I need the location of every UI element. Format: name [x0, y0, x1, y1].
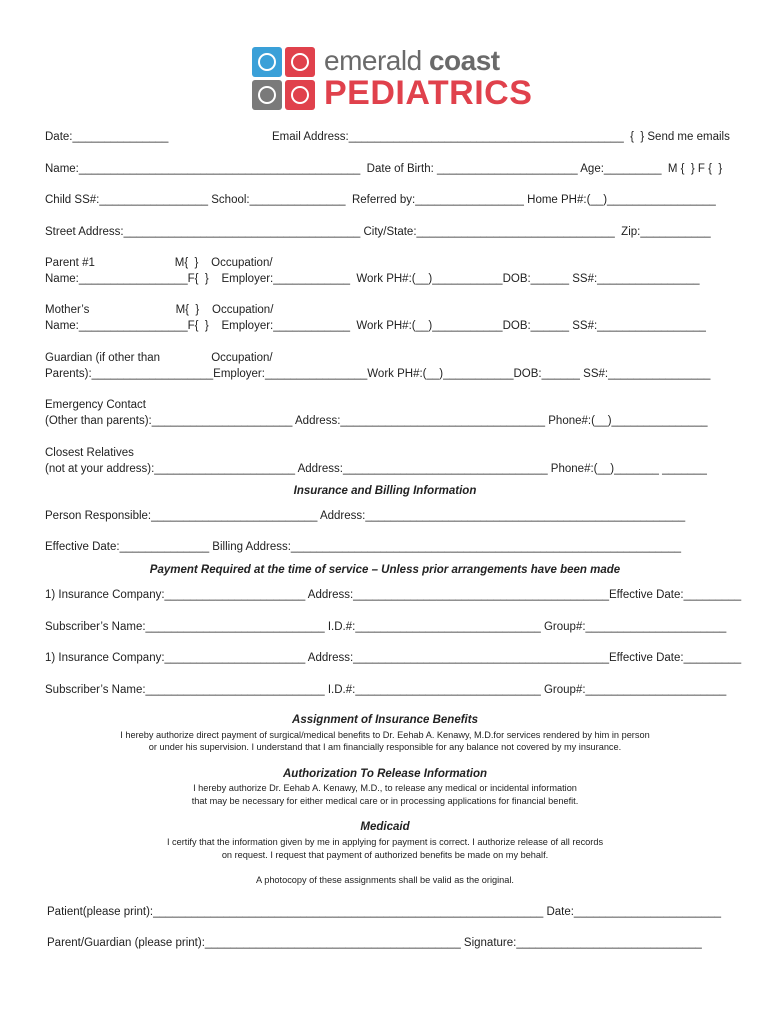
medicaid-text-1: I certify that the information given by me in applying for payment is correct. I authorize release of all records [166, 837, 604, 847]
subscriber-1-field[interactable]: Subscriber’s Name:____________________________ I.D.#:_____________________________ Group#:______________________ [45, 621, 727, 633]
brand-name-line2: PEDIATRICS [324, 74, 533, 112]
logo-tile-blue-face [252, 47, 282, 77]
patient-print-date-field[interactable]: Patient(please print):_____________________________________________________________ Date:_______________________ [47, 906, 722, 918]
logo-tile-red-face-2 [285, 80, 315, 110]
subscriber-2-field[interactable]: Subscriber’s Name:____________________________ I.D.#:_____________________________ Group#:______________________ [45, 684, 727, 696]
mother-label: Mother’s M{ } Occupation/ [45, 304, 274, 316]
child-ss-school-referral-phone-fields[interactable]: Child SS#:_________________ School:_______________ Referred by:_________________ Home PH#:(__)_________________ [45, 194, 716, 206]
parent1-fields[interactable]: Name:_________________F{ } Employer:____________ Work PH#:(__)___________DOB:______ SS#:________________ [45, 273, 700, 285]
person-responsible-field[interactable]: Person Responsible:__________________________ Address:__________________________________________________ [45, 510, 686, 522]
parent1-label: Parent #1 M{ } Occupation/ [45, 257, 273, 269]
emergency-label: Emergency Contact [45, 399, 146, 411]
authorization-text-1: I hereby authorize Dr. Eehab A. Kenawy, M.D., to release any medical or incidental information [193, 783, 577, 793]
logo [252, 47, 316, 111]
street-city-zip-fields[interactable]: Street Address:_____________________________________ City/State:_______________________________ Zip:___________ [45, 226, 711, 238]
assignment-text-2: or under his supervision. I understand that I am financially responsible for any balance not covered by my insurance. [148, 742, 622, 752]
effective-billing-field[interactable]: Effective Date:______________ Billing Address:_____________________________________________________________ [45, 541, 682, 553]
guardian-fields[interactable]: Parents):___________________Employer:________________Work PH#:(__)___________DOB:______ SS#:________________ [45, 368, 711, 380]
relatives-label: Closest Relatives [45, 447, 134, 459]
insurance-company-2-field[interactable]: 1) Insurance Company:______________________ Address:________________________________________Effective Date:_________ [45, 652, 742, 664]
relatives-fields[interactable]: (not at your address):______________________ Address:________________________________ Phone#:(__)_______ _______ [45, 463, 707, 475]
assignment-heading: Assignment of Insurance Benefits [292, 714, 478, 726]
medicaid-text-3: A photocopy of these assignments shall be valid as the original. [256, 875, 514, 885]
guardian-print-signature-field[interactable]: Parent/Guardian (please print):________________________________________ Signature:_____________________________ [47, 937, 702, 949]
authorization-heading: Authorization To Release Information [282, 768, 488, 780]
medicaid-text-2: on request. I request that payment of authorized benefits be made on my behalf. [221, 850, 549, 860]
brand-name-line1: emerald coast [324, 45, 500, 76]
name-dob-age-sex-fields[interactable]: Name:____________________________________________ Date of Birth: ______________________ Age:_________ M { } F { } [45, 163, 723, 175]
assignment-text-1: I hereby authorize direct payment of surgical/medical benefits to Dr. Eehab A. Kenawy, M.D.for services rendered by him in person [120, 730, 650, 740]
email-field[interactable]: Email Address:___________________________________________ { } Send me emails [272, 131, 730, 143]
emergency-fields[interactable]: (Other than parents):______________________ Address:________________________________ Phone#:(__)_______________ [45, 415, 708, 427]
medicaid-heading: Medicaid [360, 821, 410, 833]
insurance-billing-heading: Insurance and Billing Information [293, 485, 477, 497]
authorization-text-2: that may be necessary for either medical care or in processing applications for financial benefit. [191, 796, 579, 806]
mother-fields[interactable]: Name:_________________F{ } Employer:____________ Work PH#:(__)___________DOB:______ SS#:_________________ [45, 320, 706, 332]
logo-tile-gray-face [252, 80, 282, 110]
payment-heading: Payment Required at the time of service – Unless prior arrangements have been made [149, 564, 621, 576]
insurance-company-1-field[interactable]: 1) Insurance Company:______________________ Address:________________________________________Effective Date:_________ [45, 589, 742, 601]
guardian-label: Guardian (if other than Occupation/ [45, 352, 273, 364]
logo-tile-red-face [285, 47, 315, 77]
date-field[interactable]: Date:_______________ [45, 131, 169, 143]
